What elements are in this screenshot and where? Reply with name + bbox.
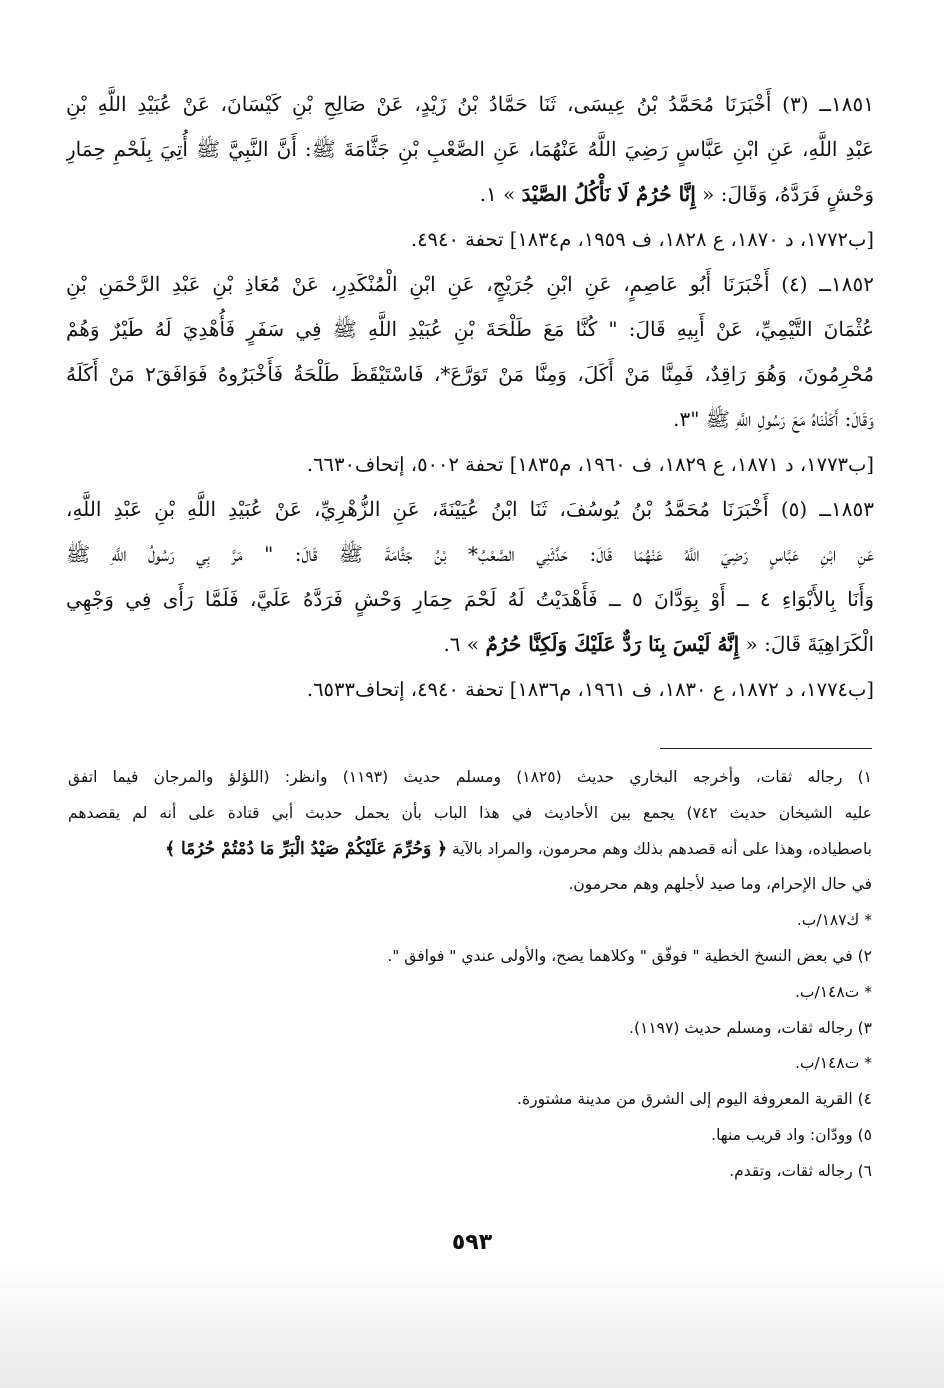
- hadith-1852: [66, 262, 874, 487]
- hadith-references: [ب١٧٧٢، د ١٨٧٠، ع ١٨٢٨، ف ١٩٥٩، م١٨٣٤] تحفة ٤٩٤٠.: [410, 228, 874, 251]
- footnotes: [68, 760, 872, 1190]
- hadith-line: ١٨٥٣ــ (٥) أَخْبَرَنَا مُحَمَّدُ بْنُ يُوسُفَ، ثَنَا ابْنُ عُيَيْنَةَ، عَنِ الزُّهْرِيِّ، عَنْ عُبَيْدِ اللَّهِ بْنِ عَبْدِ اللَّهِ،: [66, 497, 874, 521]
- hadith-references: [ب١٧٧٣، د ١٨٧١، ع ١٨٢٩، ف ١٩٦٠، م١٨٣٥] تحفة ٥٠٠٢، إتحاف٦٦٣٠.: [306, 453, 874, 476]
- footnote-3: ٣) رجاله ثقات، ومسلم حديث (١١٩٧).: [629, 1018, 872, 1037]
- footnote-5: ٥) وودّان: واد قريب منها.: [711, 1125, 872, 1144]
- footnote-marker: » ٦.: [443, 632, 486, 656]
- main-text: [66, 82, 874, 712]
- page-number: ٥٩٣: [451, 1230, 493, 1255]
- hadith-line: عَبْدِ اللَّهِ، عَنِ ابْنِ عَبَّاسٍ رَضِيَ اللَّهُ عَنْهُمَا، عَنِ الصَّعْبِ بْنِ جَثَّامَةَ ﷺ: أَنَّ النَّبِيَّ ﷺ أُتِيَ بِلَحْمِ حِمَارِ: [66, 137, 874, 161]
- footnote-1: ١) رجاله ثقات، وأخرجه البخاري حديث (١٨٢٥) ومسلم حديث (١١٩٣) وانظر: (اللؤلؤ والمرجان فيما اتفق: [68, 768, 872, 786]
- hadith-last-line: [66, 622, 874, 667]
- hadith-line: وَأَنَا بِالأَبْوَاءِ ٤ ــ أَوْ بِوَدَّانَ ٥ ــ فَأَهْدَيْتُ لَهُ لَحْمَ حِمَارِ وَحْشٍ فَرَدَّهُ عَلَيَّ، فَلَمَّا رَأَى فِي وَجْهِي: [66, 587, 874, 611]
- hadith-line: عَنِ ابْنِ عَبَّاسٍ رَضِيَ اللَّهُ عَنْهُمَا قَالَ: حَدَّثَنِي الصَّعْبُ* بْنُ جَثَّامَةَ ﷺ قَالَ: " مَرَّ بِي رَسُولُ اللَّهِ ﷺ: [66, 542, 874, 566]
- footnote-1-cont: في حال الإحرام، وما صيد لأجلهم وهم محرمون.: [568, 875, 872, 894]
- hadith-line: مُحْرِمُونَ، وَهُوَ رَاقِدٌ، فَمِنَّا مَنْ أَكَلَ، وَمِنَّا مَنْ تَوَرَّعَ*، فَاسْتَيْقَظَ طَلْحَةُ فَأَخْبَرُوهُ فَوَافَقَ٢ مَنْ أَكَلَهُ: [66, 362, 874, 386]
- prophetic-saying: إِنَّهُ لَيْسَ بِنَا رَدٌّ عَلَيْكَ وَلَكِنَّا حُرُمٌ: [485, 632, 740, 656]
- footnote-2: ٢) في بعض النسخ الخطية " فوفّق " وكلاهما يصح، والأولى عندي " فوافق ".: [387, 946, 872, 965]
- hadith-line: ١٨٥٢ــ (٤) أَخْبَرَنَا أَبُو عَاصِمٍ، عَنِ ابْنِ جُرَيْجٍ، عَنِ ابْنِ الْمُنْكَدِرِ، عَنْ مُعَاذِ بْنِ عَبْدِ الرَّحْمَنِ بْنِ: [66, 272, 874, 296]
- footnote-text: باصطياده، وهذا على أنه قصدهم بذلك وهم محرمون، والمراد بالآية: [447, 839, 872, 858]
- manuscript-marker: * ك١٨٧/ب.: [796, 911, 872, 930]
- footnote-6: ٦) رجاله ثقات، وتقدم.: [729, 1161, 872, 1180]
- hadith-line: ١٨٥١ــ (٣) أَخْبَرَنَا مُحَمَّدُ بْنُ عِيسَى، ثَنَا حَمَّادُ بْنُ زَيْدٍ، عَنْ صَالِحِ بْنِ كَيْسَانَ، عَنْ عُبَيْدِ اللَّهِ بْنِ: [66, 92, 874, 116]
- footnote-4: ٤) القرية المعروفة اليوم إلى الشرق من مدينة مشتورة.: [517, 1090, 872, 1109]
- hadith-1851: [66, 82, 874, 262]
- footnote-separator: [660, 748, 872, 749]
- hadith-text: الْكَرَاهِيَةَ قَالَ: «: [739, 632, 874, 656]
- hadith-text: وَحْشٍ فَرَدَّهُ، وَقَالَ: «: [695, 182, 874, 206]
- hadith-1853: [66, 487, 874, 712]
- scan-shading: [0, 1262, 944, 1388]
- hadith-text: وَقَالَ: أَكَلْنَاهُ مَعَ رَسُولِ اللَّهِ ﷺ "٣.: [673, 407, 874, 431]
- hadith-references: [ب١٧٧٤، د ١٨٧٢، ع ١٨٣٠، ف ١٩٦١، م١٨٣٦] تحفة ٤٩٤٠، إتحاف٦٥٣٣.: [306, 678, 874, 701]
- footnote-1-cont: عليه الشيخان حديث ٧٤٢) يجمع بين الأحاديث في هذا الباب بأن يحمل حديث أبي قتادة على أنه لم يقصدهم: [68, 803, 872, 822]
- footnote-1-cont: [68, 832, 872, 868]
- manuscript-marker: * ت١٤٨/ب.: [794, 982, 872, 1001]
- manuscript-marker: * ت١٤٨/ب.: [794, 1054, 872, 1073]
- quran-verse: ﴿ وَحُرِّمَ عَلَيْكُمْ صَيْدُ الْبَرِّ مَا دُمْتُمْ حُرُمًا ﴾: [165, 838, 448, 859]
- prophetic-saying: إِنَّا حُرُمٌ لَا نَأْكُلُ الصَّيْدَ: [521, 182, 696, 206]
- hadith-last-line: [66, 172, 874, 217]
- hadith-line: عُثْمَانَ التَّيْمِيِّ، عَنْ أَبِيهِ قَالَ: " كُنَّا مَعَ طَلْحَةَ بْنِ عُبَيْدِ اللَّهِ ﷺ فِي سَفَرٍ فَأُهْدِيَ لَهُ طَيْرٌ وَهُمْ: [66, 317, 874, 341]
- hadith-last-line: [66, 397, 874, 442]
- footnote-marker: » ١.: [479, 182, 522, 206]
